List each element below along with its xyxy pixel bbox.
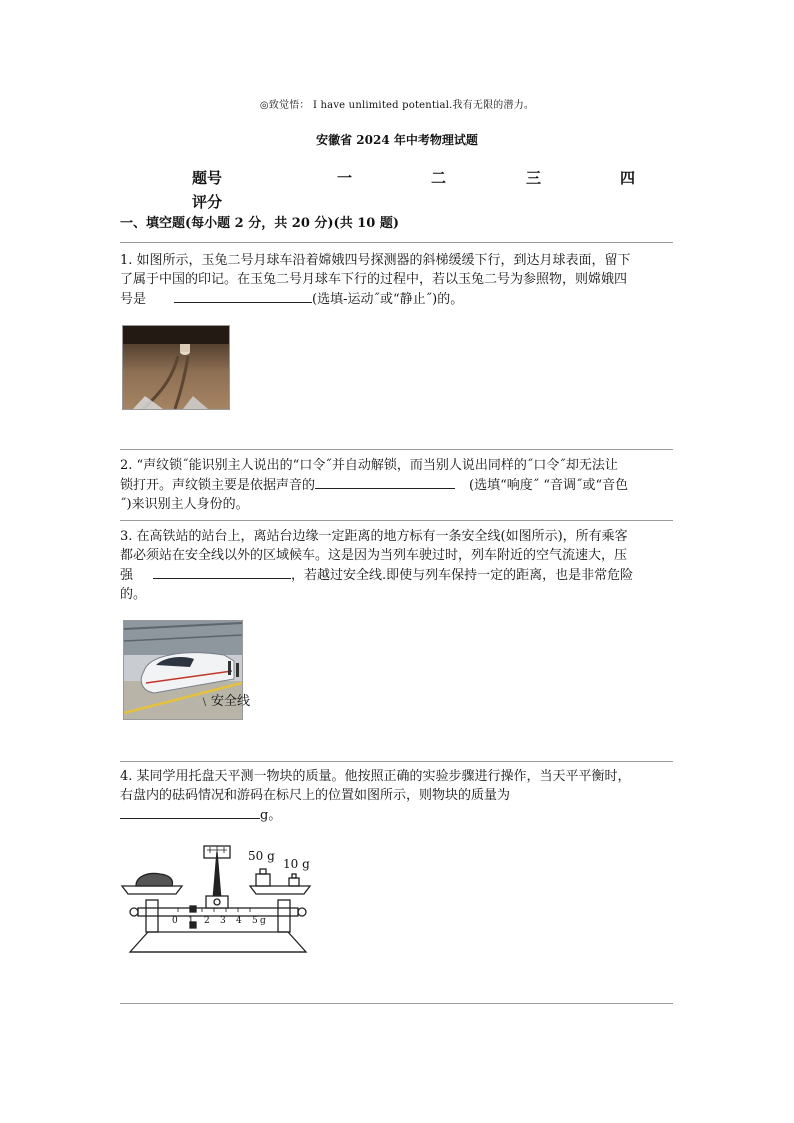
q1-line1: 1. 如图所示，玉兔二号月球车沿着嫦娥四号探测器的斜梯缓缓下行，到达月球表面，留下	[120, 253, 631, 268]
tick-4: 4	[236, 916, 242, 926]
q4-line2: 右盘内的砝码情况和游码在标尺上的位置如图所示，则物块的质量为	[120, 788, 511, 803]
object-block	[136, 874, 173, 887]
left-pan	[122, 886, 182, 894]
tick-3: 3	[220, 916, 226, 926]
q3-line3-after: ，若越过安全线.即使与列车保持一定的距离，也是非常危险	[291, 568, 634, 583]
q2-line2	[120, 475, 675, 495]
q3-line3-before: 强	[120, 568, 134, 583]
score-col-3: 三	[526, 169, 542, 187]
q3-line3	[120, 565, 675, 585]
q4-line1: 4. 某同学用托盘天平测一物块的质量。他按照正确的实验步骤进行操作，当天平平衡时，	[120, 769, 631, 784]
q2-line1: 2. “声纹锁˝能识别主人说出的“口令˝并自动解锁，而当别人说出同样的˝口令˝却无法让	[120, 458, 618, 473]
q3-line1: 3. 在高铁站的站台上，离站台边缘一定距离的地方标有一条安全线(如图所示)，所有乘客	[120, 529, 628, 544]
motto-line: ◎致觉悟： I have unlimited potential.我有无限的潜力。	[259, 100, 535, 111]
balance-diagram	[118, 840, 318, 958]
answer-blank-2[interactable]	[315, 475, 455, 489]
weight-50g	[256, 874, 270, 886]
q3-line4: 的。	[120, 587, 147, 602]
divider	[120, 242, 673, 243]
q3-line2: 都必须站在安全线以外的区域候车。这是因为当列车驶过时，列车附近的空气流速大，压	[120, 548, 628, 563]
tick-unit: g	[260, 916, 266, 926]
scale-tick-labels	[166, 916, 276, 928]
score-col-2: 二	[431, 169, 447, 187]
tick-2: 2	[204, 916, 210, 926]
question-4	[120, 767, 675, 825]
safety-line-label	[198, 690, 250, 709]
answer-blank-3[interactable]	[153, 565, 291, 579]
tick-1: 1	[188, 916, 194, 926]
right-pan	[250, 886, 310, 894]
q4-line3-after: g。	[260, 808, 282, 823]
balance-base	[130, 932, 306, 952]
tick-5: 5	[252, 916, 258, 926]
q1-line3-before: 号是	[120, 292, 147, 307]
safety-line-text: 安全线	[211, 694, 251, 709]
tick-0: 0	[172, 916, 178, 926]
q2-line3: ˝)来识别主人身份的。	[120, 497, 249, 512]
section-heading: 一、填空题(每小题 2 分，共 20 分)(共 10 题)	[120, 216, 399, 231]
question-3	[120, 527, 675, 604]
score-col-1: 一	[337, 169, 353, 187]
weight-10g	[289, 878, 299, 886]
score-col-4: 四	[620, 169, 636, 187]
weight-label-10g: 10 g	[283, 857, 310, 871]
safety-line-pointer: ﹨	[198, 694, 212, 709]
score-table	[192, 167, 652, 211]
q1-line3	[120, 289, 675, 309]
divider	[120, 1003, 673, 1004]
divider	[120, 520, 673, 521]
rider	[190, 906, 196, 912]
score-row-label-score: 评分	[192, 193, 223, 211]
q2-line2-after: (选填“响度˝ “音调˝或“音色	[469, 478, 629, 493]
answer-blank-4[interactable]	[120, 805, 260, 819]
answer-blank-1[interactable]	[174, 289, 312, 303]
question-1	[120, 251, 675, 309]
moon-rover-photo	[122, 325, 230, 410]
page-title: 安徽省 2024 年中考物理试题	[316, 133, 478, 147]
divider	[120, 761, 673, 762]
question-2	[120, 456, 675, 514]
q1-line2: 了属于中国的印记。在玉兔二号月球车下行的过程中，若以玉兔二号为参照物，则嫦娥四	[120, 272, 628, 287]
weight-label-50g: 50 g	[248, 849, 275, 863]
q2-line2-before: 锁打开。声纹锁主要是依据声音的	[120, 478, 316, 493]
score-row-label-number: 题号	[192, 169, 223, 187]
q4-line3	[120, 805, 675, 825]
q1-line3-after: (选填-运动˝或“静止˝)的。	[312, 292, 464, 307]
divider	[120, 449, 673, 450]
